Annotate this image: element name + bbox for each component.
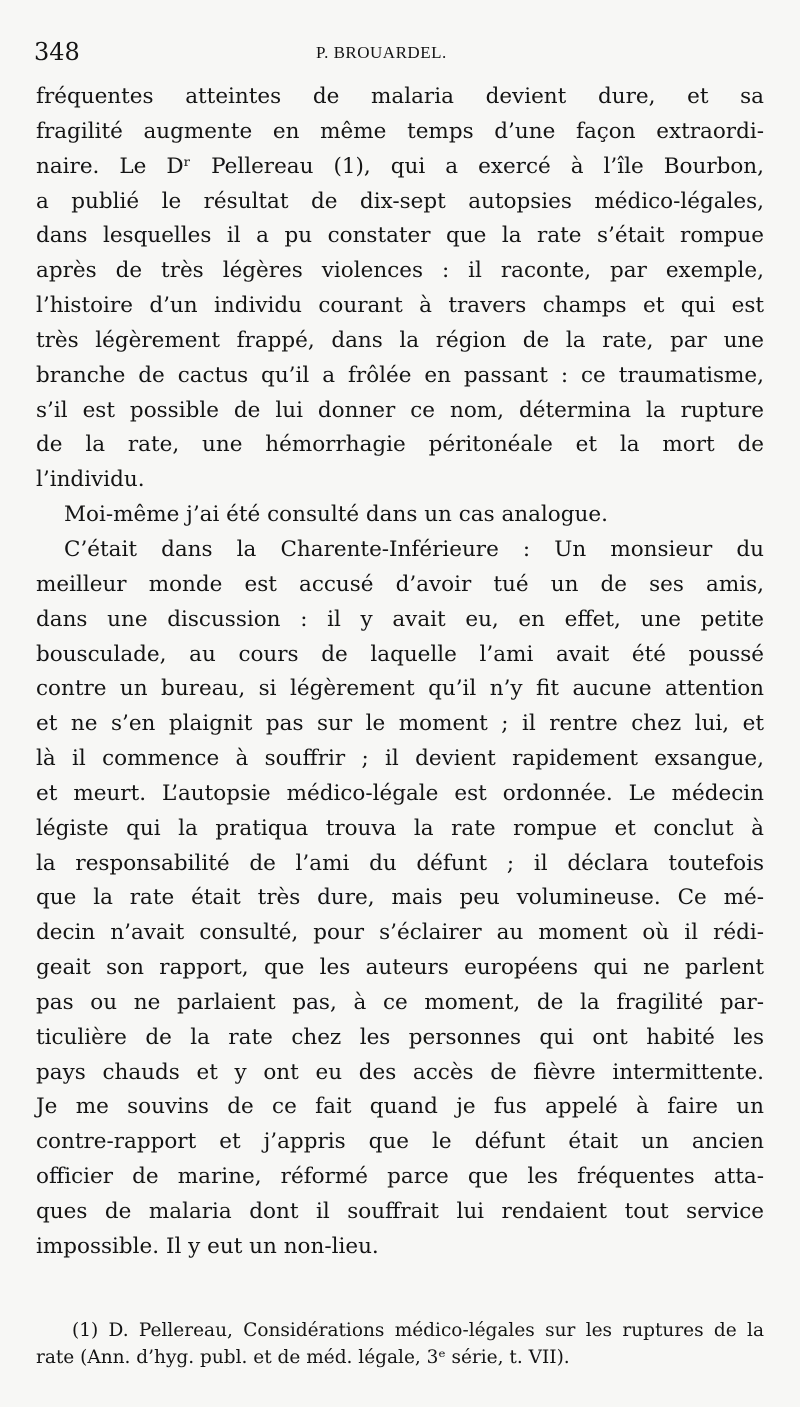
text-line: pays chauds et y ont eu des accès de fièvre intermittente.: [36, 1059, 764, 1085]
text-line: meilleur monde est accusé d’avoir tué un de ses amis,: [36, 571, 764, 597]
body-text: [36, 80, 764, 1265]
text-line: et ne s’en plaignit pas sur le moment ; il rentre chez lui, et: [36, 711, 764, 737]
text-line: pas ou ne parlaient pas, à ce moment, de la fragilité par-: [36, 989, 764, 1015]
text-line: après de très légères violences : il raconte, par exemple,: [36, 258, 764, 284]
text-line: branche de cactus qu’il a frôlée en passant : ce traumatisme,: [36, 362, 764, 388]
text-line: decin n’avait consulté, pour s’éclairer au moment où il rédi-: [36, 920, 764, 946]
text-line: fréquentes atteintes de malaria devient dure, et sa: [36, 84, 764, 109]
text-line: très légèrement frappé, dans la région de la rate, par une: [36, 327, 764, 353]
page-number: 348: [34, 38, 80, 66]
text-line: l’histoire d’un individu courant à travers champs et qui est: [36, 293, 764, 319]
text-line: a publié le résultat de dix-sept autopsies médico-légales,: [36, 188, 764, 214]
text-line: et meurt. L’autopsie médico-légale est ordonnée. Le médecin: [36, 780, 764, 806]
text-line: Je me souvins de ce fait quand je fus appelé à faire un: [36, 1094, 764, 1120]
text-line: bousculade, au cours de laquelle l’ami avait été poussé: [36, 641, 764, 667]
text-line: s’il est possible de lui donner ce nom, détermina la rupture: [36, 397, 764, 423]
paragraph-end-line: l’individu.: [36, 467, 145, 493]
text-line: là il commence à souffrir ; il devient rapidement exsangue,: [36, 746, 764, 772]
text-line: légiste qui la pratiqua trouva la rate rompue et conclut à: [36, 815, 764, 841]
footnote: [36, 1317, 764, 1371]
text-line: la responsabilité de l’ami du défunt ; il déclara toutefois: [36, 850, 764, 876]
paragraph-end-line: impossible. Il y eut un non-lieu.: [36, 1233, 379, 1259]
footnote-line: rate (Ann. d’hyg. publ. et de méd. légale, 3ᵉ série, t. VII).: [36, 1347, 570, 1368]
text-line: dans une discussion : il y avait eu, en effet, une petite: [36, 606, 764, 632]
text-line: dans lesquelles il a pu constater que la rate s’était rompue: [36, 223, 764, 249]
running-head: P. BROUARDEL.: [316, 43, 447, 62]
footnote-line: (1) D. Pellereau, Considérations médico-légales sur les ruptures de la: [72, 1320, 764, 1341]
text-line: que la rate était très dure, mais peu volumineuse. Ce mé-: [36, 885, 764, 911]
paragraph-first-line: C’était dans la Charente-Inférieure : Un monsieur du: [64, 536, 764, 562]
paragraph-line: Moi-même j’ai été consulté dans un cas analogue.: [64, 502, 608, 528]
text-line: ticulière de la rate chez les personnes qui ont habité les: [36, 1024, 764, 1050]
text-line: ques de malaria dont il souffrait lui rendaient tout service: [36, 1199, 764, 1224]
text-line: de la rate, une hémorrhagie péritonéale et la mort de: [36, 432, 764, 458]
page-header: [34, 38, 764, 72]
text-line: contre un bureau, si légèrement qu’il n’y fit aucune attention: [36, 676, 764, 702]
text-line: naire. Le Dʳ Pellereau (1), qui a exercé à l’île Bourbon,: [36, 153, 764, 179]
text-line: fragilité augmente en même temps d’une façon extraordi-: [36, 118, 764, 144]
text-line: contre-rapport et j’appris que le défunt était un ancien: [36, 1129, 764, 1155]
text-line: geait son rapport, que les auteurs européens qui ne parlent: [36, 955, 764, 981]
text-line: officier de marine, réformé parce que les fréquentes atta-: [36, 1164, 764, 1190]
